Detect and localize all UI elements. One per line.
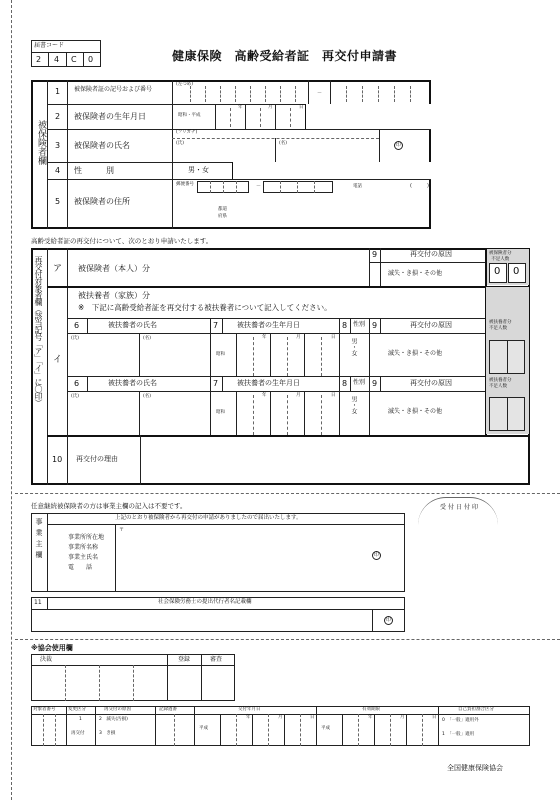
address-label: 被保険者の住所 [74,197,130,206]
agent-seal: 印 [385,617,391,623]
name-label: 被保険者の氏名 [74,141,130,150]
row-number: 5 [55,197,61,206]
sex-label: 性 別 [74,166,114,175]
form-code-digit: 2 [36,55,42,64]
agent-name-field[interactable] [32,610,371,631]
reason-label: 再交付の原因 [410,250,452,258]
form-code-digit: 0 [88,55,94,64]
seal-mark: 印 [395,142,401,148]
reason-choice[interactable]: 滅失・き損・その他 [388,270,443,277]
sex-choice[interactable]: 男・女 [188,166,209,174]
row-number: 1 [55,87,61,96]
employer-phone-label: 電 話 [68,564,93,571]
insured-symbol-field[interactable] [175,82,308,102]
agent-label: 社会保険労務士の提出代行者名記載欄 [158,599,252,605]
insured-number-field[interactable] [330,82,428,102]
row-number: 4 [55,166,61,175]
form-code-digit: C [71,55,77,64]
dependent-birth-field[interactable] [237,392,338,434]
reissue-reason-label: 再交付の理由 [76,455,118,463]
employer-note: 任意継続被保険者の方は事業主欄の記入は不要です。 [31,502,187,510]
form-code-label: 届書コード [34,42,65,49]
employer-seal: 印 [373,552,379,558]
perforation-line [11,0,12,800]
form-title: 健康保険 高齢受給者証 再交付申請書 [172,49,398,63]
era-choice: 昭和・平成 [178,113,201,118]
employer-name-label: 事業所名称 [68,544,99,551]
dependent-reason-choice[interactable]: 滅失・き損・その他 [388,408,443,415]
row-number: 2 [55,112,61,121]
count-digit: 0 [494,266,501,277]
row-number: 3 [55,141,61,150]
postal-code-field-2[interactable] [263,181,333,193]
mark-i[interactable]: イ [53,355,63,365]
reissue-reason-field[interactable] [141,436,529,484]
employer-side-label: 事業主欄 [35,518,43,562]
dependent-label: 被扶養者（家族）分 [78,291,150,300]
employer-info-field[interactable] [118,527,402,589]
birth-date-label: 被保険者の生年月日 [74,112,146,121]
left-align-note: (左づめ) [176,82,194,87]
phone-field[interactable]: ( ) [410,183,429,189]
dependent-sex-choice[interactable]: 男・女 [350,338,357,356]
insured-id-label: 被保険者証の記号および番号 [74,86,153,93]
receipt-stamp-label: 受付日付印 [440,504,481,511]
dependent-name-field[interactable] [68,334,209,375]
address-field[interactable] [175,196,428,226]
birth-date-field[interactable] [216,105,305,128]
reissue-side-label: 再交付対象者欄（該当記号「ア」「イ」に〇印） [34,256,43,406]
employer-owner-label: 事業主氏名 [68,554,99,561]
issuer-name: 全国健康保険協会 [447,764,503,772]
insured-self-label: 被保険者（本人）分 [78,264,150,273]
dependent-note: ※ 下記に高齢受給者証を再交付する被扶養者について記入してください。 [78,303,332,312]
dependent-reason-choice[interactable]: 滅失・き損・その他 [388,350,443,357]
name-field[interactable] [173,139,378,161]
dependent-sex-choice[interactable]: 男・女 [350,396,357,414]
mark-a[interactable]: ア [53,264,63,274]
request-statement: 高齢受給者証の再交付について、次のとおり申請いたします。 [31,237,213,245]
receipt-stamp-area [418,497,498,525]
employer-statement: 上記のとおり被保険者から再交付の申請がありましたので届出いたします。 [115,515,302,521]
form-code-digit: 4 [54,55,60,64]
employer-address-label: 事業所所在地 [68,534,105,541]
id-separator: － [317,90,323,96]
dependent-birth-field[interactable] [237,334,338,375]
count-digit: 0 [513,266,520,277]
dependent-name-field[interactable] [68,392,209,434]
insured-side-label: 被保険者欄 [36,120,46,165]
office-use-title: ※協会使用欄 [31,644,73,652]
